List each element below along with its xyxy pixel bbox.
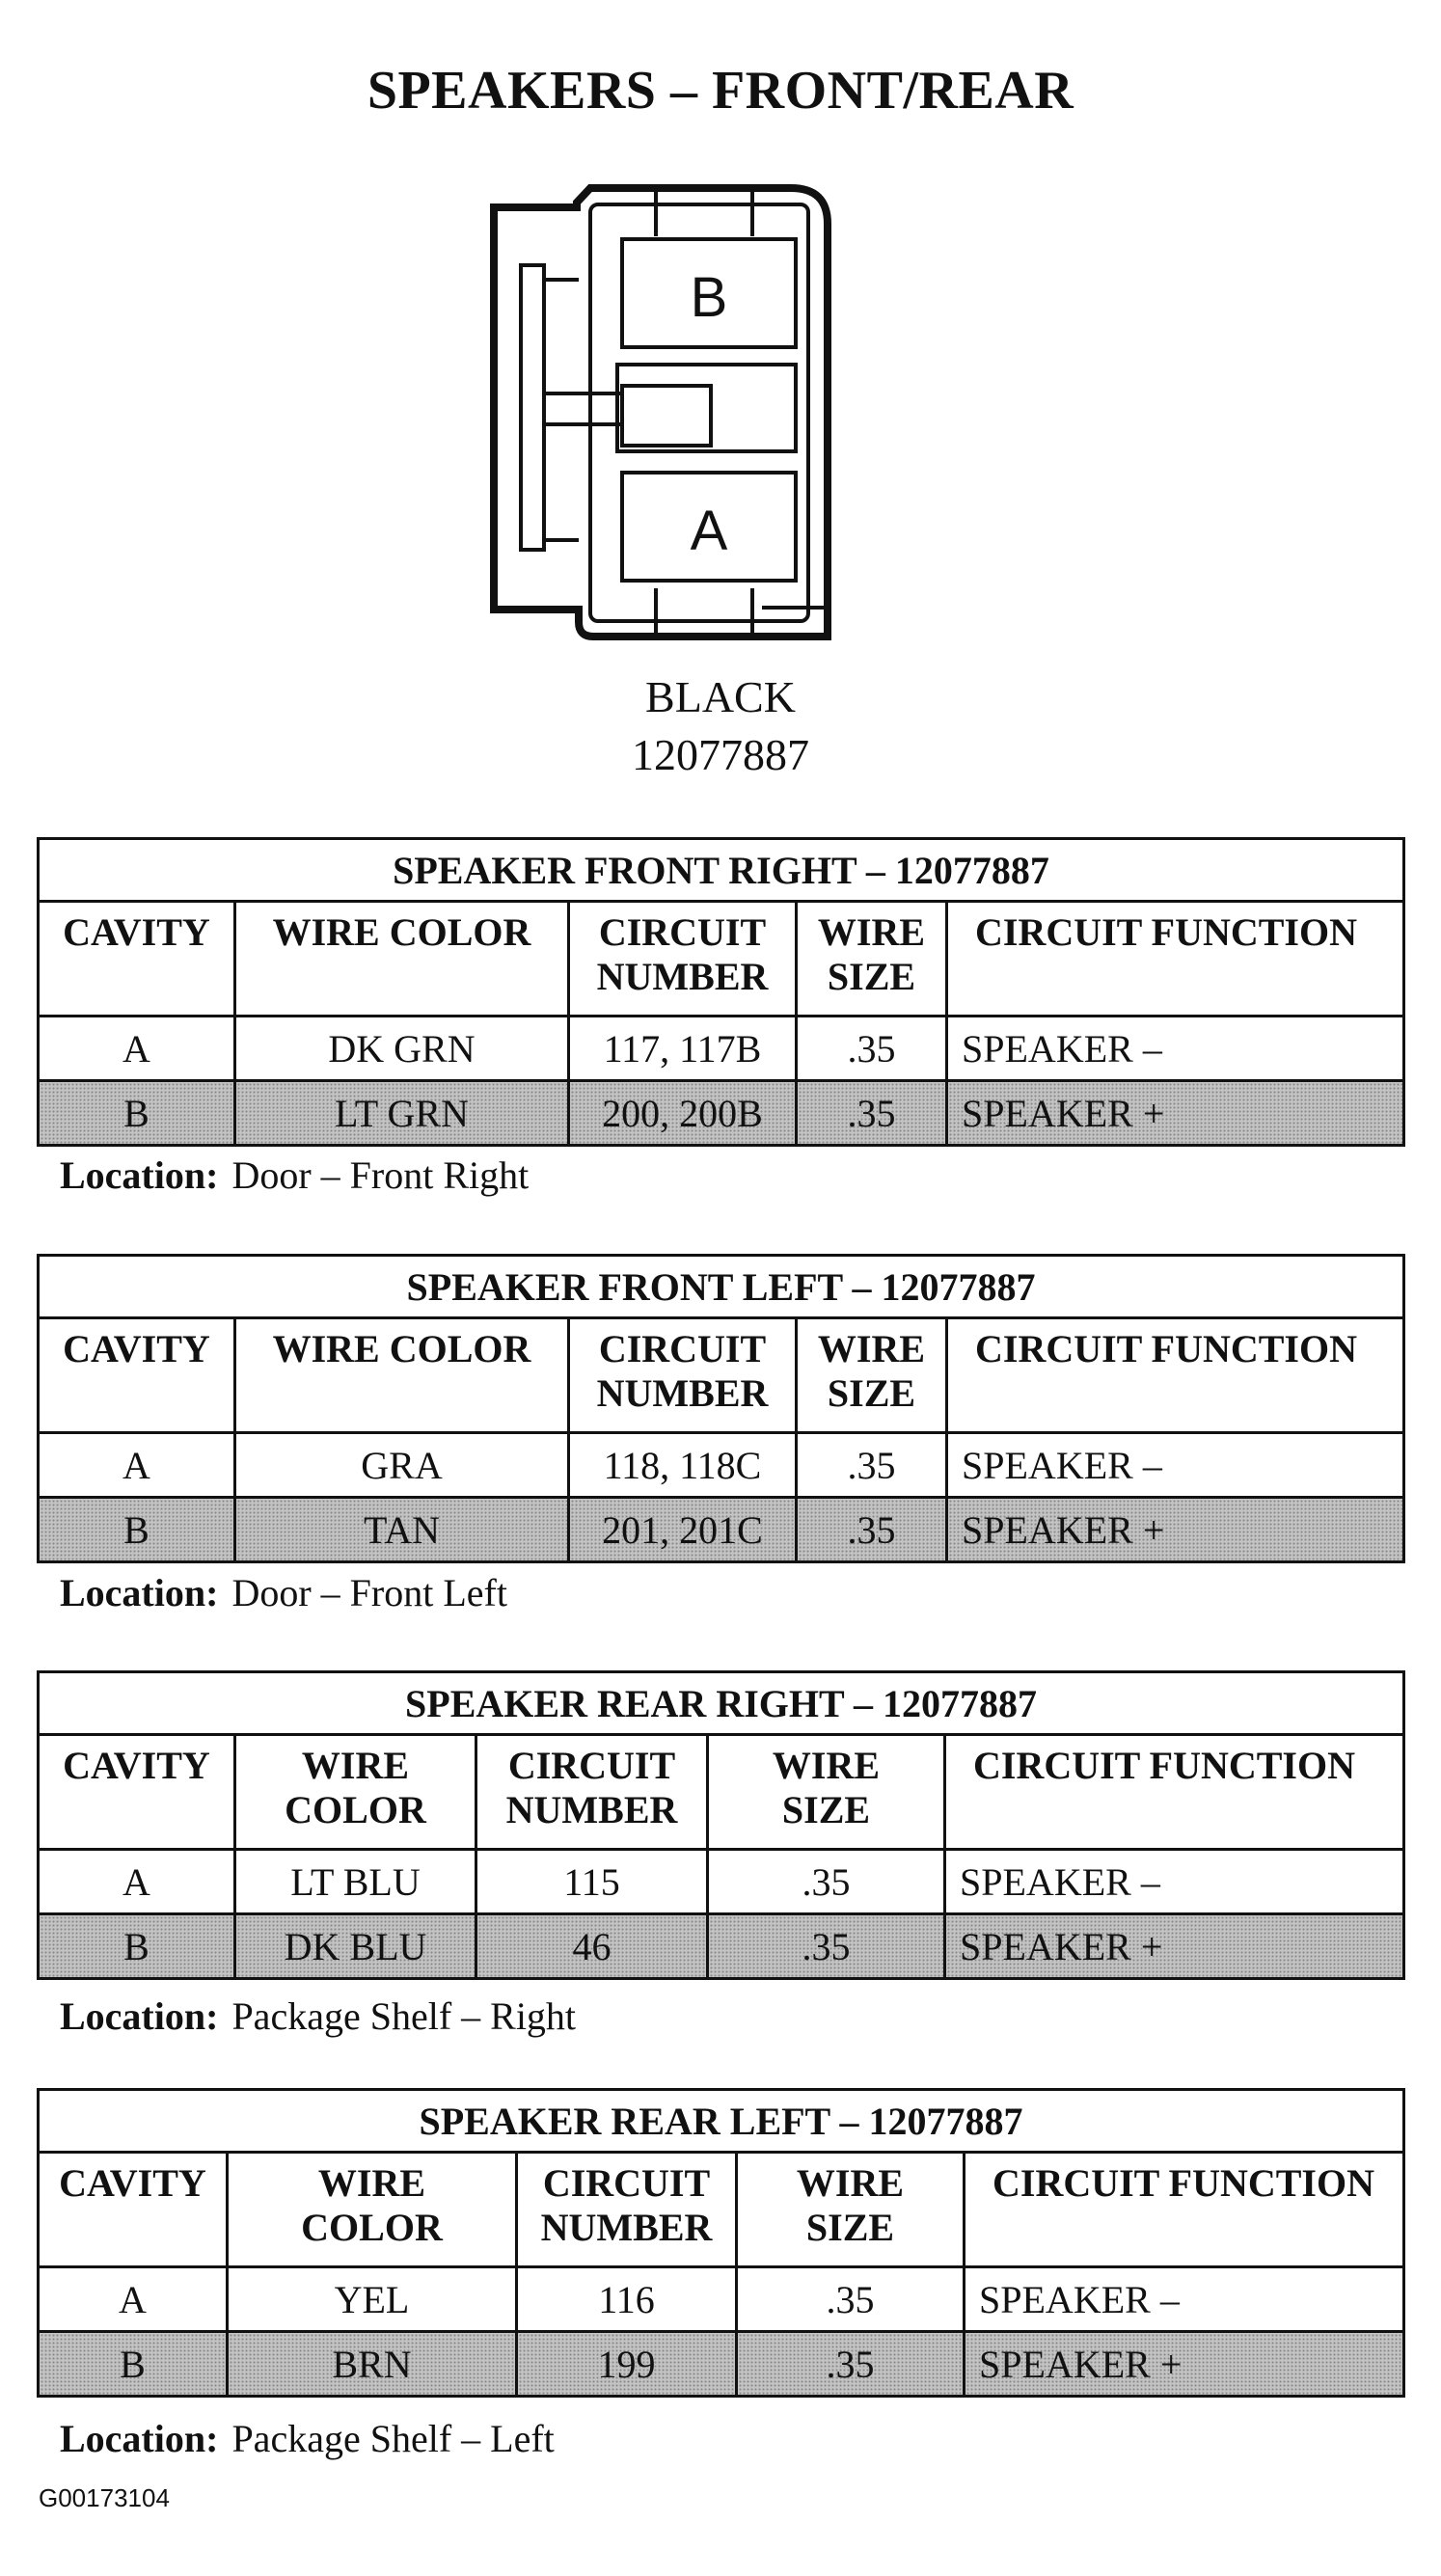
figure-id: G00173104 — [39, 2483, 170, 2512]
header-cavity: CAVITY — [39, 1318, 235, 1433]
header-wire-line2: COLOR — [285, 1788, 426, 1831]
table-row — [39, 1433, 1404, 1498]
location-value: Package Shelf – Left — [231, 2417, 555, 2460]
header-wire-size — [737, 2153, 965, 2267]
table-row — [39, 2267, 1404, 2332]
header-circuit-number — [517, 2153, 737, 2267]
cell-wire-color: TAN — [235, 1498, 569, 1562]
cell-function: SPEAKER – — [947, 1017, 1404, 1081]
header-size-line1: WIRE — [817, 1327, 926, 1370]
table-speaker-rear-right — [37, 1670, 1405, 1980]
cell-size: .35 — [797, 1017, 947, 1081]
cell-cavity: B — [39, 1498, 235, 1562]
cell-function: SPEAKER – — [945, 1850, 1404, 1914]
cell-circuit: 118, 118C — [569, 1433, 797, 1498]
location-label: Location: — [60, 2417, 219, 2460]
cell-circuit: 117, 117B — [569, 1017, 797, 1081]
cavity-a-label: A — [690, 500, 728, 562]
table-row — [39, 1081, 1404, 1146]
table-row — [39, 2332, 1404, 2397]
header-circuit-number — [569, 902, 797, 1017]
cell-size: .35 — [737, 2332, 965, 2397]
cell-function: SPEAKER – — [947, 1433, 1404, 1498]
header-circuit-line1: CIRCUIT — [507, 1744, 676, 1787]
table-speaker-rear-left — [37, 2088, 1405, 2398]
page-title: SPEAKERS – FRONT/REAR — [367, 61, 1074, 121]
table-row — [39, 1850, 1404, 1914]
header-circuit-function: CIRCUIT FUNCTION — [947, 1318, 1404, 1433]
cell-size: .35 — [737, 2267, 965, 2332]
cell-wire-color: LT GRN — [235, 1081, 569, 1146]
header-size-line2: SIZE — [805, 2206, 895, 2249]
header-size-line1: WIRE — [796, 2161, 905, 2205]
cell-size: .35 — [797, 1081, 947, 1146]
location-label: Location: — [60, 1153, 219, 1197]
table-title: SPEAKER REAR RIGHT – 12077887 — [39, 1672, 1404, 1735]
cell-circuit: 199 — [517, 2332, 737, 2397]
cell-size: .35 — [797, 1433, 947, 1498]
header-size-line1: WIRE — [772, 1744, 881, 1787]
table-title: SPEAKER FRONT LEFT – 12077887 — [39, 1256, 1404, 1318]
cell-cavity: B — [39, 2332, 228, 2397]
header-wire-line2: COLOR — [301, 2206, 443, 2249]
table-row — [39, 1017, 1404, 1081]
cell-function: SPEAKER – — [965, 2267, 1404, 2332]
cell-circuit: 115 — [476, 1850, 708, 1914]
cell-cavity: B — [39, 1081, 235, 1146]
cell-wire-color: BRN — [228, 2332, 517, 2397]
header-wire-line1: WIRE — [301, 1744, 410, 1787]
location-front-left — [60, 1570, 507, 1615]
cell-function: SPEAKER + — [965, 2332, 1404, 2397]
cell-circuit: 46 — [476, 1914, 708, 1979]
header-circuit-function: CIRCUIT FUNCTION — [945, 1735, 1404, 1850]
location-rear-left — [60, 2416, 555, 2461]
cell-cavity: B — [39, 1914, 235, 1979]
connector-diagram — [0, 0, 1441, 752]
header-wire-color: WIRE COLOR — [235, 1318, 569, 1433]
cavity-b-label: B — [690, 266, 728, 329]
header-circuit-line1: CIRCUIT — [542, 2161, 711, 2205]
cell-cavity: A — [39, 1850, 235, 1914]
header-circuit-line1: CIRCUIT — [598, 1327, 767, 1370]
table-title: SPEAKER FRONT RIGHT – 12077887 — [39, 839, 1404, 902]
location-label: Location: — [60, 1994, 219, 2038]
table-speaker-front-right — [37, 837, 1405, 1147]
header-size-line2: SIZE — [781, 1788, 871, 1831]
header-circuit-number — [569, 1318, 797, 1433]
connector-part-number: 12077887 — [632, 730, 809, 779]
cell-size: .35 — [797, 1498, 947, 1562]
cell-cavity: A — [39, 1017, 235, 1081]
cell-function: SPEAKER + — [947, 1498, 1404, 1562]
cell-wire-color: DK BLU — [235, 1914, 476, 1979]
header-circuit-number — [476, 1735, 708, 1850]
header-wire-color — [235, 1735, 476, 1850]
header-cavity: CAVITY — [39, 1735, 235, 1850]
header-wire-size — [797, 902, 947, 1017]
header-wire-color: WIRE COLOR — [235, 902, 569, 1017]
header-wire-size — [797, 1318, 947, 1433]
header-cavity: CAVITY — [39, 902, 235, 1017]
cell-size: .35 — [708, 1850, 945, 1914]
header-size-line2: SIZE — [827, 955, 916, 998]
header-size-line1: WIRE — [817, 910, 926, 954]
header-circuit-line2: NUMBER — [596, 955, 769, 998]
header-circuit-function: CIRCUIT FUNCTION — [947, 902, 1404, 1017]
header-wire-size — [708, 1735, 945, 1850]
table-title: SPEAKER REAR LEFT – 12077887 — [39, 2090, 1404, 2153]
header-circuit-function: CIRCUIT FUNCTION — [965, 2153, 1404, 2267]
location-front-right — [60, 1152, 529, 1198]
cell-function: SPEAKER + — [947, 1081, 1404, 1146]
cell-cavity: A — [39, 2267, 228, 2332]
cell-wire-color: GRA — [235, 1433, 569, 1498]
cell-function: SPEAKER + — [945, 1914, 1404, 1979]
header-cavity: CAVITY — [39, 2153, 228, 2267]
header-circuit-line2: NUMBER — [540, 2206, 713, 2249]
cell-wire-color: YEL — [228, 2267, 517, 2332]
cell-circuit: 116 — [517, 2267, 737, 2332]
table-row — [39, 1498, 1404, 1562]
location-label: Location: — [60, 1571, 219, 1614]
cell-circuit: 201, 201C — [569, 1498, 797, 1562]
connector-color: BLACK — [645, 672, 796, 721]
header-circuit-line1: CIRCUIT — [598, 910, 767, 954]
cell-cavity: A — [39, 1433, 235, 1498]
location-value: Door – Front Right — [231, 1153, 530, 1197]
cell-size: .35 — [708, 1914, 945, 1979]
cell-wire-color: LT BLU — [235, 1850, 476, 1914]
cell-circuit: 200, 200B — [569, 1081, 797, 1146]
header-wire-color — [228, 2153, 517, 2267]
table-row — [39, 1914, 1404, 1979]
location-value: Package Shelf – Right — [231, 1994, 577, 2038]
location-rear-right — [60, 1993, 576, 2039]
table-speaker-front-left — [37, 1254, 1405, 1563]
header-wire-line1: WIRE — [317, 2161, 426, 2205]
location-value: Door – Front Left — [231, 1571, 507, 1614]
header-circuit-line2: NUMBER — [596, 1371, 769, 1415]
cell-wire-color: DK GRN — [235, 1017, 569, 1081]
header-circuit-line2: NUMBER — [505, 1788, 678, 1831]
header-size-line2: SIZE — [827, 1371, 916, 1415]
